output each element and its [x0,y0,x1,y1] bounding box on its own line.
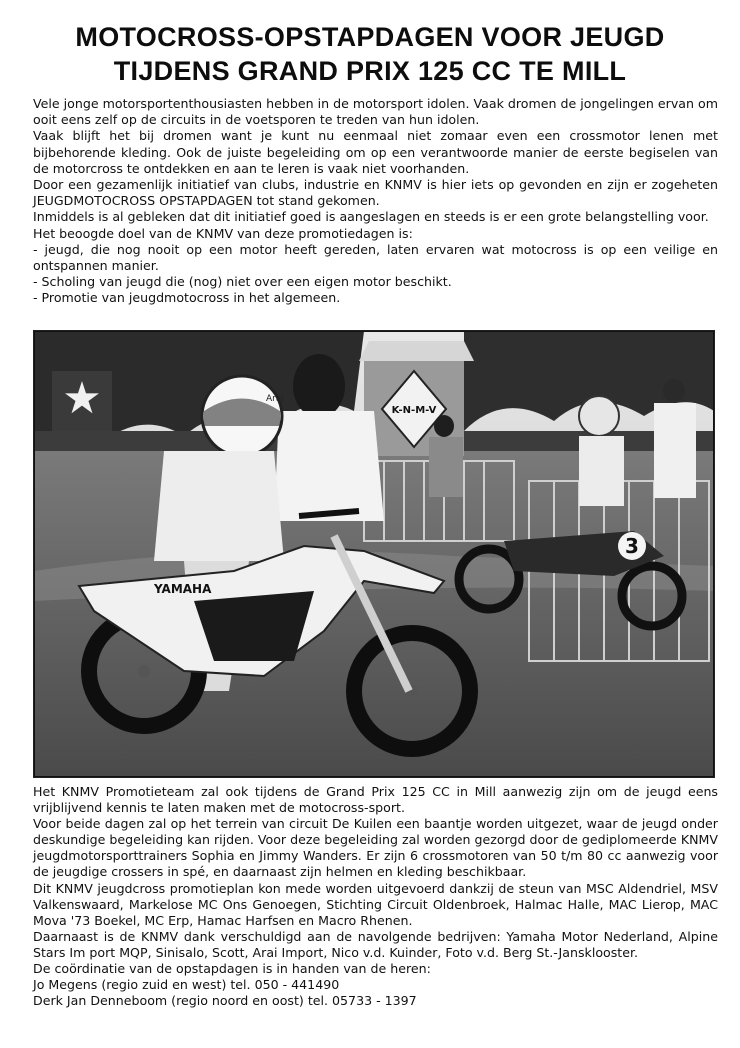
article-title [20,20,720,88]
helmet-logo: Arai [266,394,284,404]
title-line-1: MOTOCROSS-OPSTAPDAGEN VOOR JEUGD [75,22,665,52]
title-line-2: TIJDENS GRAND PRIX 125 CC TE MILL [113,56,627,86]
outro-paragraph: Dit KNMV jeugdcross promotieplan kon mede worden uitgevoerd dankzij de steun van MSC Aldendriel, MSV Valkenswaard, Markelose MC Ons Genoegen, Stichting Circuit Oldenbroek, Halmac Halle, MAC Lierop, MAC Mova '73 Boekel, MC Erp, Hamac Harfsen en Macro Rhenen. [33,880,718,928]
motocross-photo [33,330,715,778]
contact-line: Jo Megens (regio zuid en west) tel. 050 - 441490 [33,977,340,993]
bike-engine [194,591,314,661]
outro-paragraph: Het KNMV Promotieteam zal ook tijdens de Grand Prix 125 CC in Mill aanwezig zijn om de jeugd eens vrijblijvend kennis te laten maken met de motocross-sport. [33,784,718,816]
second-rider [579,436,624,506]
star-icon: ★ [62,373,102,424]
photo-illustration [34,331,714,777]
helper-head [293,354,345,418]
bike2-number: 3 [625,534,639,558]
spectator-head [434,415,454,437]
intro-paragraph: Vaak blijft het bij dromen want je kunt nu eenmaal niet zomaar even een crossmotor lenen met bijbehorende kleding. Ook de juiste begeleiding om op een verantwoorde manier de eerste begiselen van de motorcross te ontdekken en aan te leren is vaak niet voorhanden. [33,128,718,176]
bike-brand-label: YAMAHA [154,582,212,596]
knmv-flag-label: K-N-M-V [391,405,437,416]
bike-rear-hub [138,665,150,677]
tent-roof [359,341,474,361]
instructor [654,403,696,498]
contact-line: Derk Jan Denneboom (regio noord en oost) tel. 05733 - 1397 [33,993,417,1009]
intro-paragraph: Inmiddels is al gebleken dat dit initiatief goed is aangeslagen en steeds is er een grote belangstelling voor. [33,209,709,225]
goal-item: - jeugd, die nog nooit op een motor heeft gereden, laten ervaren wat motocross is op een veilige en ontspannen manier. [33,241,718,274]
outro-paragraph: De coördinatie van de opstapdagen is in handen van de heren: [33,961,431,977]
child-rider-body [154,451,284,561]
intro-paragraph: Door een gezamenlijk initiatief van clubs, industrie en KNMV is hier iets op gevonden en zijn er zogeheten JEUGDMOTOCROSS OPSTAPDAGEN tot stand gekomen. [33,177,718,209]
goal-item: - Promotie van jeugdmotocross in het algemeen. [33,290,341,306]
outro-text [33,784,718,1009]
helper-body [274,411,384,521]
outro-paragraph: Daarnaast is de KNMV dank verschuldigd aan de navolgende bedrijven: Yamaha Motor Nederland, Alpine Stars Im port MQP, Sinisalo, Scott, Arai Import, Nico v.d. Kuinder, Foto v.d. Berg St.-Jansklooster. [33,928,718,960]
outro-paragraph: Voor beide dagen zal op het terrein van circuit De Kuilen een baantje worden uitgezet, waar de jeugd onder deskundige begeleiding kan rijden. Voor deze begeleiding zal worden gezorgd door de gediplomeerde KNMV jeugdmotorsporttrainers Sophia en Jimmy Wanders. Er zijn 6 crossmotoren van 50 t/m 80 cc aanwezig voor de jeugdige crossers in spé, en daarnaast zijn helmen en kleding beschikbaar. [33,816,718,880]
intro-paragraph: Het beoogde doel van de KNMV van deze promotiedagen is: [33,225,413,241]
intro-paragraph: Vele jonge motorsportenthousiasten hebben in de motorsport idolen. Vaak dromen de jongelingen ervan om ooit eens zelf op de circuits in de voetsporen te treden van hun idolen. [33,96,718,128]
rider-helmet [579,396,619,436]
goal-item: - Scholing van jeugd die (nog) niet over een eigen motor beschikt. [33,274,452,290]
instructor-head [663,379,685,403]
intro-text [33,96,718,307]
spectator [429,437,463,497]
